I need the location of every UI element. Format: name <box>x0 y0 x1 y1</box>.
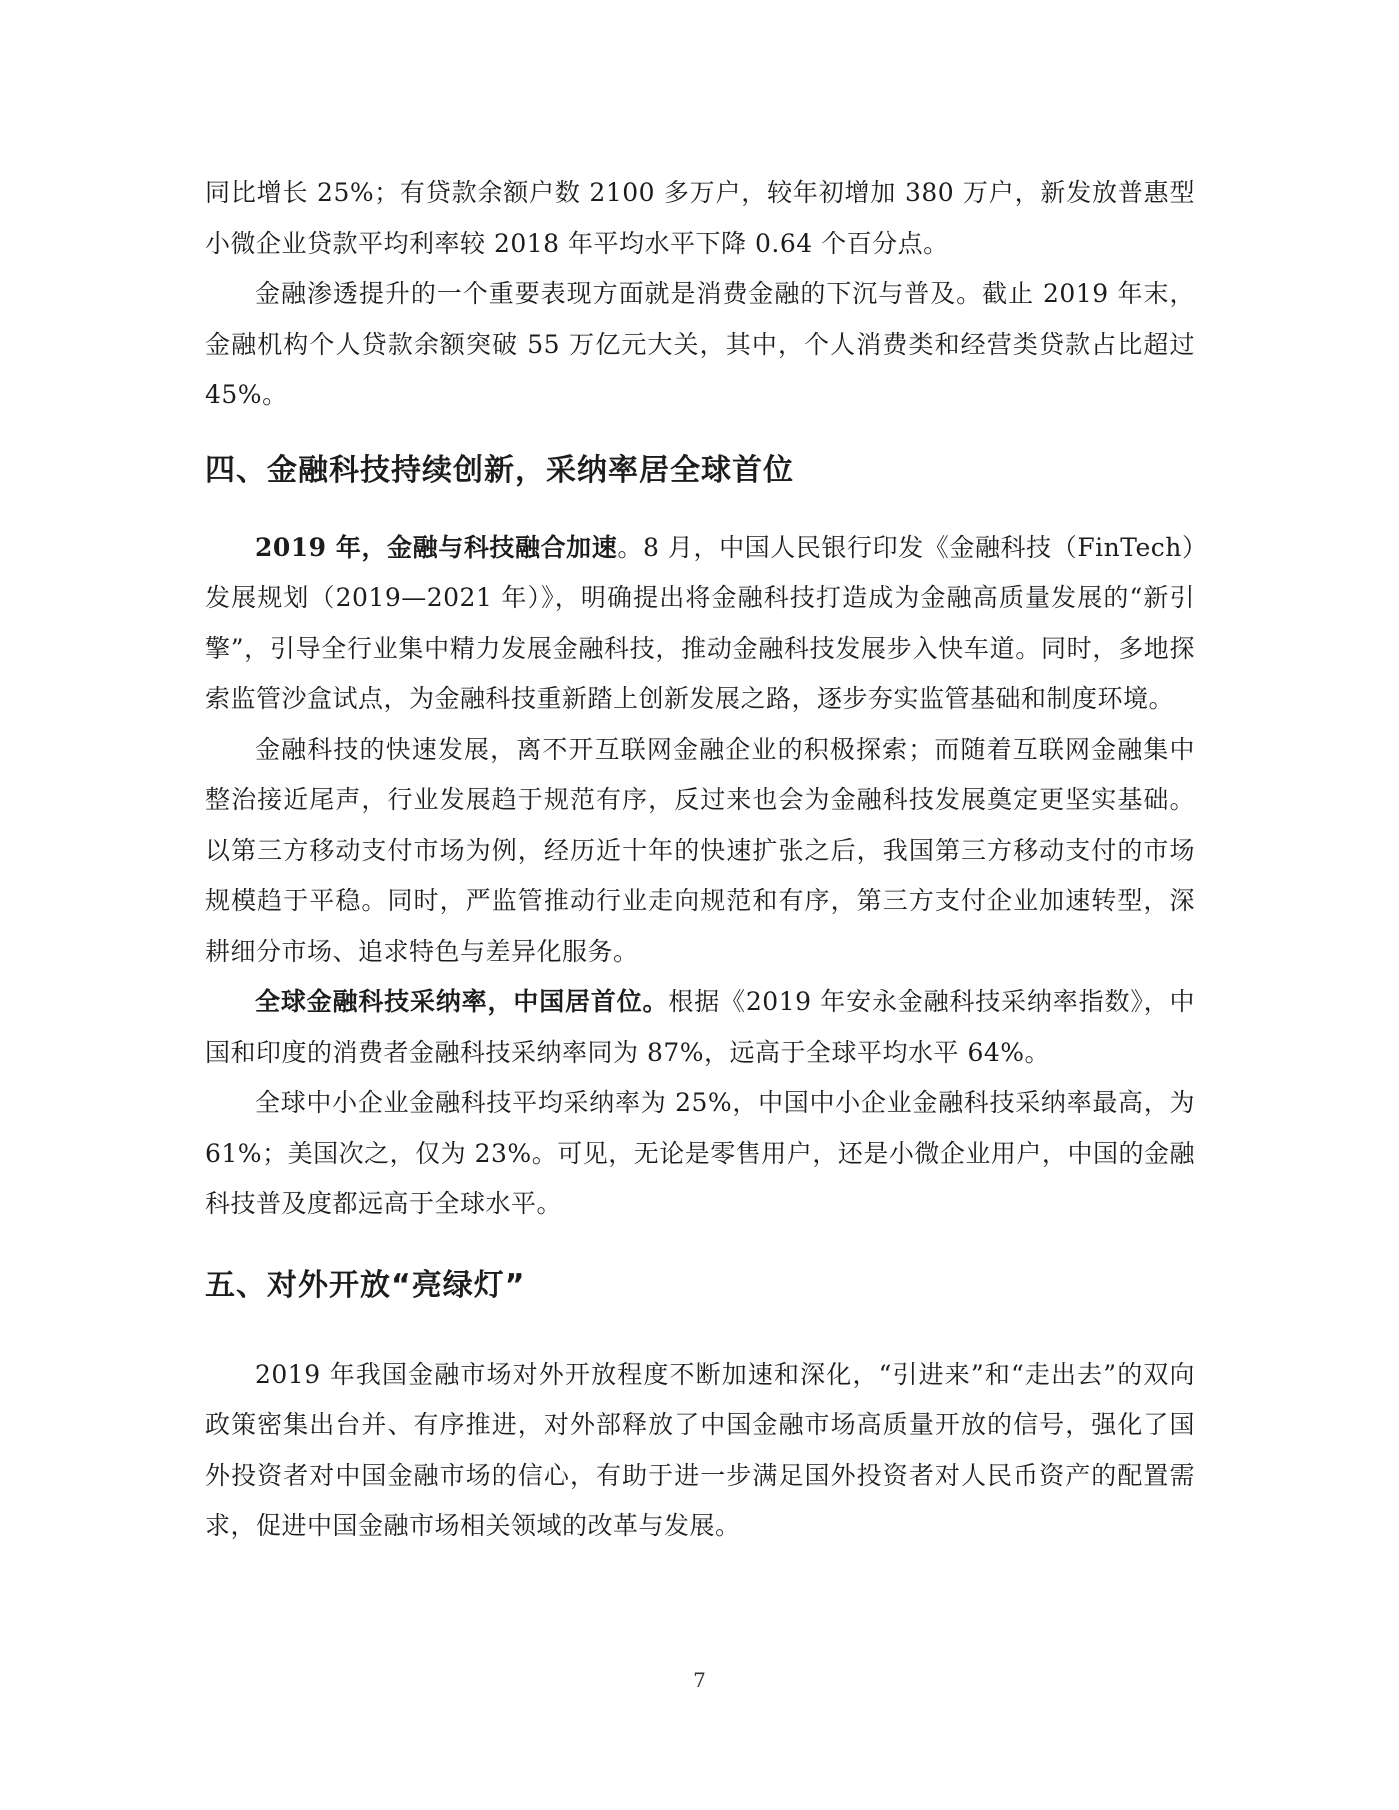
intro-paragraph-2: 金融渗透提升的一个重要表现方面就是消费金融的下沉与普及。截止 2019 年末，金融机构个人贷款余额突破 55 万亿元大关，其中，个人消费类和经营类贷款占比超过 45%。 <box>205 279 1195 409</box>
intro-paragraph-1: 同比增长 25%；有贷款余额户数 2100 多万户，较年初增加 380 万户，新发放普惠型小微企业贷款平均利率较 2018 年平均水平下降 0.64 个百分点。 <box>205 178 1195 258</box>
section-4-paragraph-1-text: 。8 月，中国人民银行印发《金融科技（FinTech）发展规划（2019—2021 年）》，明确提出将金融科技打造成为金融高质量发展的“新引擎”，引导全行业集中精力发展金融科技，推动金融科技发展步入快车道。同时，多地探索监管沙盒试点，为金融科技重新踏上创新发展之路，逐步夯实监管基础和制度环境。 <box>205 532 1195 713</box>
section-5-paragraph-1: 2019 年我国金融市场对外开放程度不断加速和深化，“引进来”和“走出去”的双向政策密集出台并、有序推进，对外部释放了中国金融市场高质量开放的信号，强化了国外投资者对中国金融市场的信心，有助于进一步满足国外投资者对人民币资产的配置需求，促进中国金融市场相关领域的改革与发展。 <box>205 1359 1195 1540</box>
section-4-paragraph-3 <box>205 977 1195 1078</box>
section-4-paragraph-4: 全球中小企业金融科技平均采纳率为 25%，中国中小企业金融科技采纳率最高，为 61%；美国次之，仅为 23%。可见，无论是零售用户，还是小微企业用户，中国的金融科技普及度都远高于全球水平。 <box>205 1088 1195 1218</box>
section-4-paragraph-3-text: 根据《2019 年安永金融科技采纳率指数》，中国和印度的消费者金融科技采纳率同为 87%，远高于全球平均水平 64%。 <box>205 987 1195 1067</box>
section-4-heading: 四、金融科技持续创新，采纳率居全球首位 <box>205 452 794 488</box>
page-number: 7 <box>693 1668 706 1692</box>
section-4-lead-sentence: 2019 年，金融与科技融合加速 <box>255 532 618 562</box>
page-body <box>205 168 1195 1552</box>
section-4-paragraph-1 <box>205 523 1195 725</box>
section-5-heading: 五、对外开放“亮绿灯” <box>205 1267 526 1303</box>
section-4-lead-sentence-2: 全球金融科技采纳率，中国居首位。 <box>255 987 669 1016</box>
section-4-paragraph-2: 金融科技的快速发展，离不开互联网金融企业的积极探索；而随着互联网金融集中整治接近尾声，行业发展趋于规范有序，反过来也会为金融科技发展奠定更坚实基础。以第三方移动支付市场为例，经历近十年的快速扩张之后，我国第三方移动支付的市场规模趋于平稳。同时，严监管推动行业走向规范和有序，第三方支付企业加速转型，深耕细分市场、追求特色与差异化服务。 <box>205 734 1195 966</box>
